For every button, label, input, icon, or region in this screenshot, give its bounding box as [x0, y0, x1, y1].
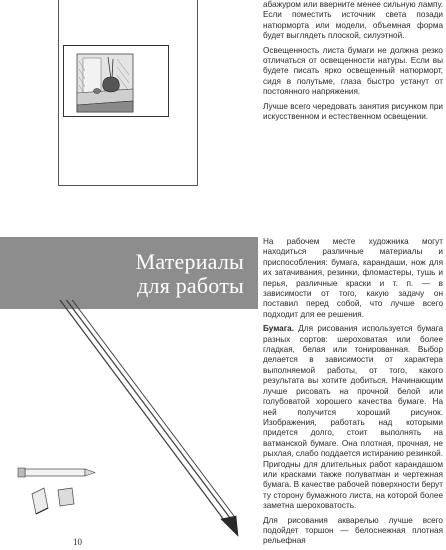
section-banner [0, 237, 258, 309]
page-number: 10 [73, 537, 82, 547]
paragraph: абажуром или вверните менее сильную лампу. Если поместить источник света позади натюрморта или модели, объемная форма будет выглядеть плоской, силуэтной. [263, 0, 443, 41]
paragraph: Для рисования акварелью лучше всего подойдет торшон — белоснежная плотная рельефная [263, 515, 443, 546]
paragraph-heading: Бумага. [263, 324, 294, 334]
article-text-top [263, 0, 443, 122]
article-text-bottom [263, 237, 443, 547]
section-title-line: для работы [137, 273, 244, 298]
paragraph-body: Для рисования используется бумага разных сортов: шероховатая или более гладкая, белая или тонированная. Выбор делается в зависимости от характера выполняемой работы, от того, какого результата вы хотите добиться. Начинающим лучше рисовать на прочной белой или голубоватой хорошего качества бумаге. На ней получится хороший рисунок. Изображения, работать над которыми придется долго, стоит выполнять на ватманской бумаге. Она плотная, прочная, не рыхлая, слабо поддается истиранию резинкой. Пригодны для длительных работ карандашом или красками также полуватман и чертежная бумага. В качестве рабочей поверхности берут ту сторону бумажного листа, на которой более заметна шероховатость. [263, 324, 443, 511]
section-title-line: Материалы [135, 249, 244, 274]
section-title [136, 250, 244, 298]
still-life-sketch [63, 45, 169, 117]
paragraph-paper [263, 324, 443, 511]
paragraph: Лучше всего чередовать занятия рисунком при искусственном и естественном освещении. [263, 101, 443, 122]
paragraph: Освещенность листа бумаги не должна резко отличаться от освещенности натуры. Если вы будете писать ярко освещенный натюрморт, сидя в полутьме, глаза быстро устанут от постоянного напряжения. [263, 45, 443, 97]
paragraph: На рабочем месте художника могут находиться различные материалы и приспособления: бумага, карандаши, нож для их затачивания, резинки, фломастеры, тушь и перья, различные краски и т. п. — в зависимости от того, какую задачу он поставил перед собой, что лучше всего подходит для ее решения. [263, 237, 443, 319]
pencil-illustration [0, 300, 262, 540]
